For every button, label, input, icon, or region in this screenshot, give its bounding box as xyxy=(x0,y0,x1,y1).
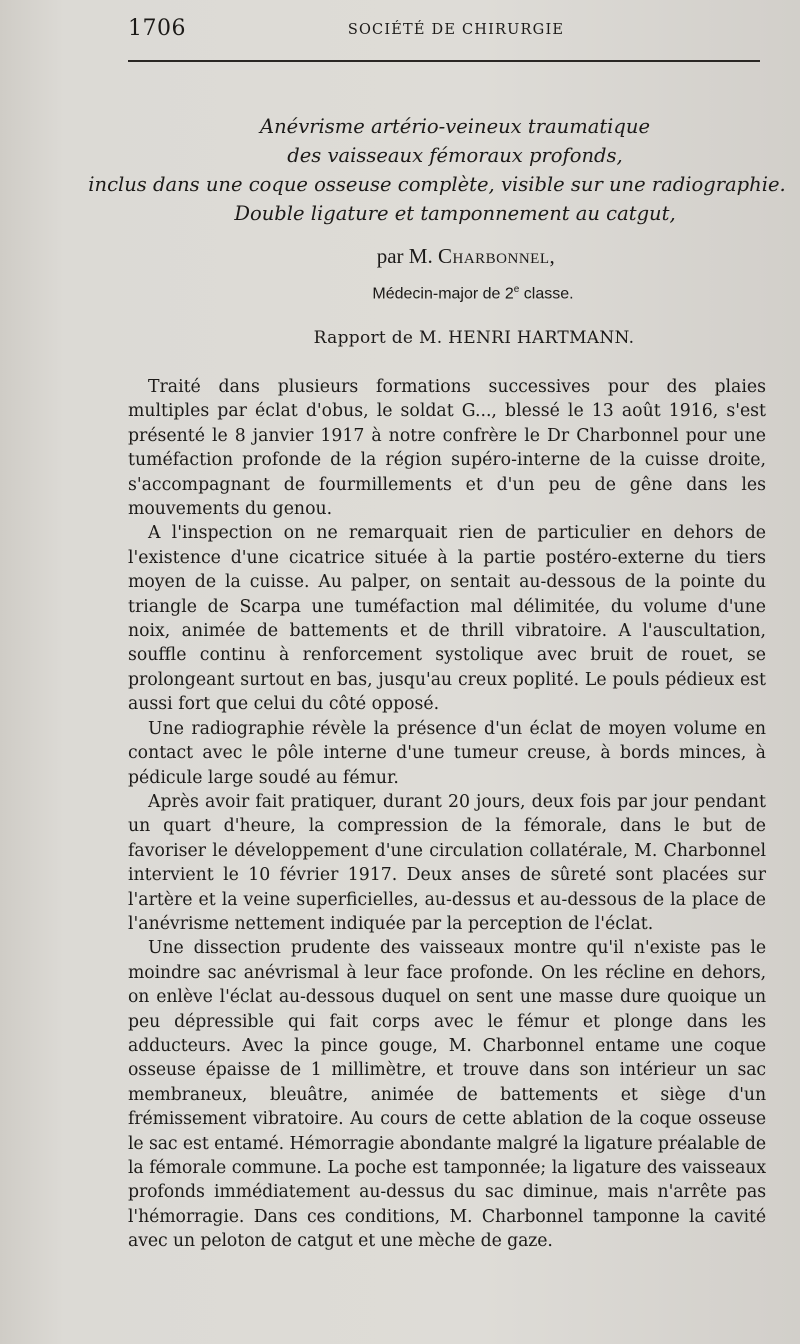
header-rule xyxy=(128,60,760,62)
title-line-4: Double ligature et tamponnement au catgut, xyxy=(234,202,676,225)
paragraph-3: Une radiographie révèle la présence d'un éclat de moyen volume en contact avec le pôle interne d'une tumeur creuse, à bords minces, à pédicule large soudé au fémur. xyxy=(128,718,766,788)
article-title xyxy=(88,112,800,228)
author-name: Charbonnel, xyxy=(437,244,556,268)
paragraph-5: Une dissection prudente des vaisseaux montre qu'il n'existe pas le moindre sac anévrismal à leur face profonde. On les récline en dehors, on enlève l'éclat au-dessous duquel on sent une masse dure quoique un peu dépressible qui fait corps avec le fémur et plonge dans les adducteurs. Avec la pince gouge, M. Charbonnel entame une coque osseuse épaisse de 1 millimètre, et trouve dans son intérieur un sac membraneux, bleuâtre, animée de battements et siège d'un frémissement vibratoire. Au cours de cette ablation de la coque osseuse le sac est entamé. Hémorragie abondante malgré la ligature préalable de la fémorale commune. La poche est tamponnée; la ligature des vaisseaux profonds immédiatement au-dessus du sac diminue, mais n'arrête pas l'hémorragie. Dans ces conditions, M. Charbonnel tamponne la cavité avec un peloton de catgut et une mèche de gaze. xyxy=(128,938,766,1252)
rank-suffix: classe. xyxy=(519,285,574,303)
paragraph-4: Après avoir fait pratiquer, durant 20 jours, deux fois par jour pendant un quart d'heure, la compression de la fémorale, dans le but de favoriser le développement d'une circulation collatérale, M. Charbonnel intervient le 10 février 1917. Deux anses de sûreté sont placées sur l'artère et la veine superficielles, au-dessus et au-dessous de la place de l'anévrisme nettement indiquée par la perception de l'éclat. xyxy=(128,791,766,934)
paragraph-2: A l'inspection on ne remarquait rien de particulier en dehors de l'existence d'une cicatrice située à la partie postéro-externe du tiers moyen de la cuisse. Au palper, on sentait au-dessous de la pointe du triangle de Scarpa une tuméfaction mal délimitée, du volume d'une noix, animée de battements et de thrill vibratoire. A l'auscultation, souffle continu à renforcement systolique avec bruit de rouet, se prolongeant surtout en bas, jusqu'au creux poplité. Le pouls pédieux est aussi fort que celui du côté opposé. xyxy=(128,523,766,715)
report-line: Rapport de M. HENRI HARTMANN. xyxy=(313,328,635,348)
author-rank xyxy=(128,284,760,303)
title-line-1: Anévrisme artério-veineux traumatique xyxy=(260,115,650,138)
title-line-3: inclus dans une coque osseuse complète, visible sur une radiographie. xyxy=(88,173,786,196)
page-header xyxy=(128,16,760,46)
rank-text: Médecin-major de 2 xyxy=(372,285,514,303)
rank-superscript: e xyxy=(513,284,520,295)
running-title: SOCIÉTÉ DE CHIRURGIE xyxy=(347,22,565,38)
author-line xyxy=(128,244,760,269)
paragraph-1: Traité dans plusieurs formations successives pour des plaies multiples par éclat d'obus, le soldat G..., blessé le 13 août 1916, s'est présenté le 8 janvier 1917 à notre confrère le Dr Charbonnel pour une tuméfaction profonde de la région supéro-interne de la cuisse droite, s'accompagnant de fourmillements et d'un peu de gêne dans les mouvements du genou. xyxy=(128,377,766,520)
author-prefix: par M. xyxy=(376,244,433,268)
title-line-2: des vaisseaux fémoraux profonds, xyxy=(287,144,623,167)
page-number: 1706 xyxy=(128,16,186,41)
article-body xyxy=(128,375,766,1254)
